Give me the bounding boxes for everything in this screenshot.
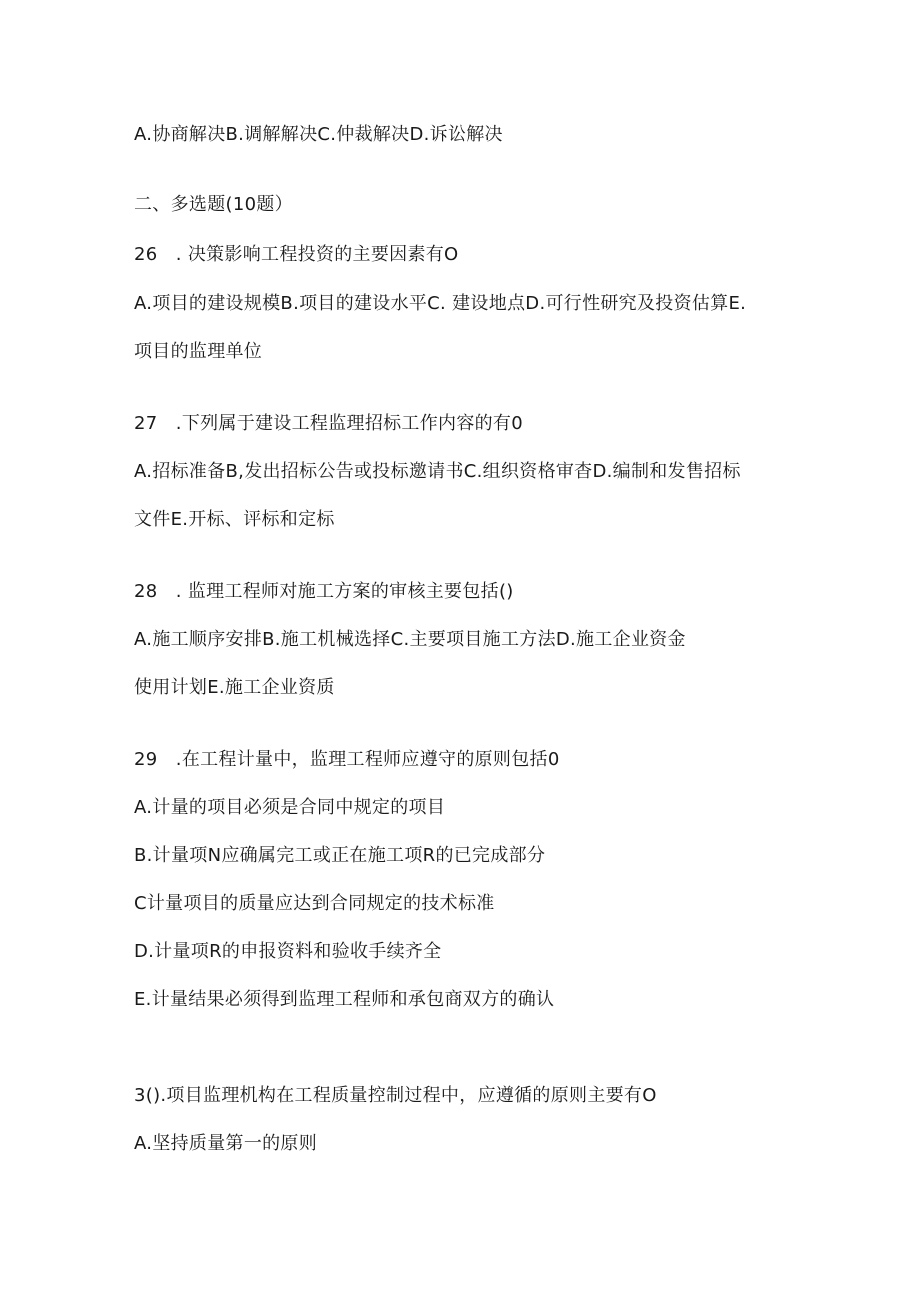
question-29-option-a: A.计量的项目必须是合同中规定的项目 <box>134 797 446 818</box>
section-heading-multiple-choice: 二、多选题(10题） <box>134 194 293 215</box>
question-27-options-line-1: A.招标准备B,发出招标公告或投标邀请书C.组织资格审杳D.编制和发售招标 <box>134 461 741 482</box>
question-29-option-d: D.计量项R的申报资料和验收手续齐全 <box>134 941 442 962</box>
question-26-options-line-2: 项目的监理单位 <box>134 341 263 362</box>
question-28-options-line-1: A.施工顺序安排B.施工机械选择C.主要项目施工方法D.施工企业资金 <box>134 629 686 650</box>
question-29-option-b: B.计量项N应确属完工或正在施工项R的已完成部分 <box>134 845 546 866</box>
question-29: 29 .在工程计量中，监理工程师应遵守的原则包括0 <box>134 749 560 770</box>
question-27-options-line-2: 文件E.开标、评标和定标 <box>134 509 335 530</box>
question-29-option-e: E.计量结果必须得到监理工程师和承包商双方的确认 <box>134 989 555 1010</box>
question-26-options-line-1: A.项目的建设规模B.项目的建设水平C. 建设地点D.可行性研究及投资估算E. <box>134 293 747 314</box>
option-line-q25: A.协商解决B.调解解决C.仲裁解决D.诉讼解决 <box>134 124 503 145</box>
question-30: 3().项目监理机构在工程质量控制过程中，应遵循的原则主要有O <box>134 1085 657 1106</box>
question-28: 28 . 监理工程师对施工方案的审核主要包括() <box>134 581 514 602</box>
question-26: 26 . 决策影响工程投资的主要因素有O <box>134 244 459 265</box>
question-27: 27 .下列属于建设工程监理招标工作内容的有0 <box>134 413 523 434</box>
question-29-option-c: C计量项目的质量应达到合同规定的技术标准 <box>134 893 495 914</box>
question-28-options-line-2: 使用计划E.施工企业资质 <box>134 677 335 698</box>
question-30-option-a: A.坚持质量第一的原则 <box>134 1133 318 1154</box>
